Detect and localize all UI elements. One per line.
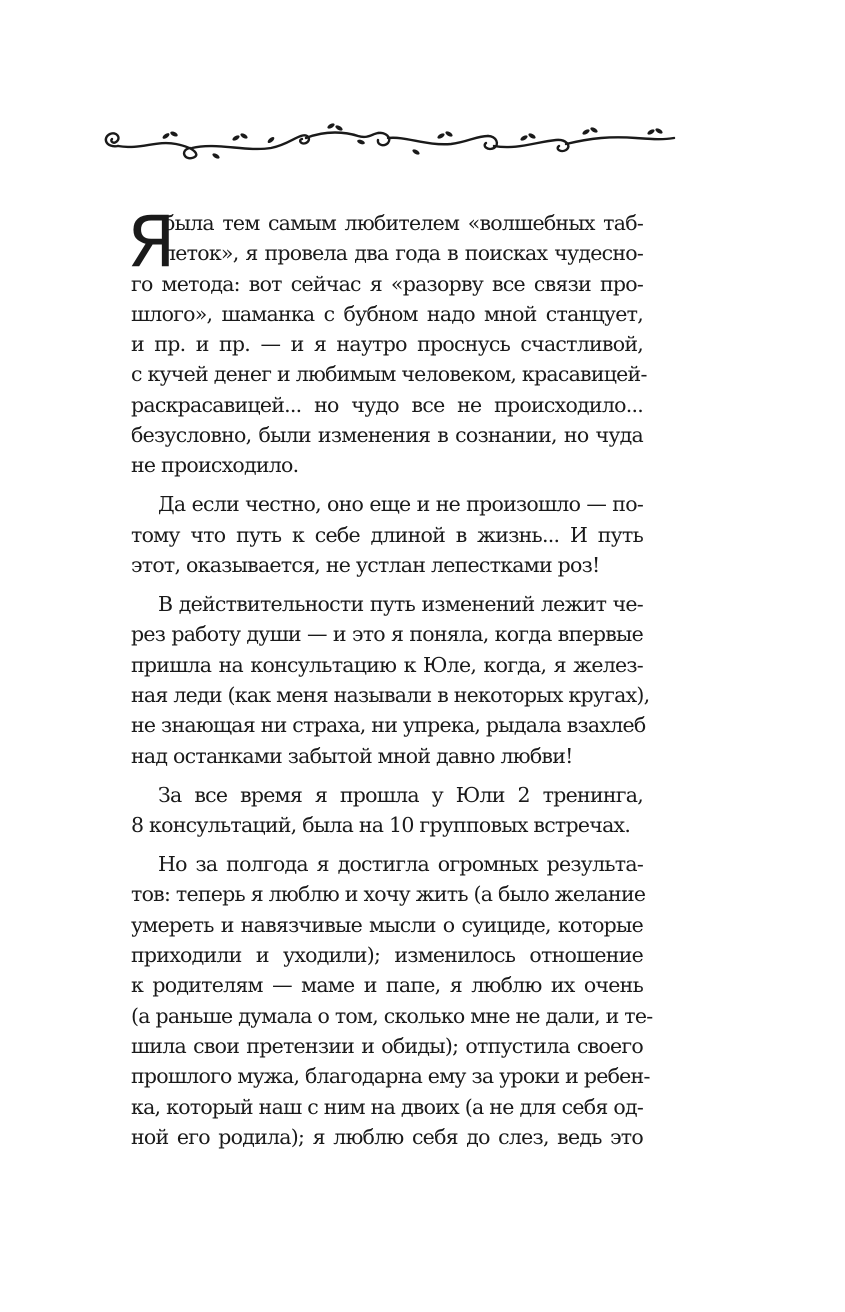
- vine-ornament-icon: [96, 118, 676, 166]
- text-line: была тем самым любителем «волшебных таб-: [163, 211, 643, 235]
- text-line: ная леди (как меня называли в некоторых кругах),: [131, 683, 650, 708]
- paragraph: [131, 208, 647, 481]
- text-line: умереть и навязчивые мысли о суициде, которые: [131, 912, 643, 937]
- text-line: с кучей денег и любимым человеком, красавицей-: [131, 362, 647, 387]
- text-line: прошлого мужа, благодарна ему за уроки и ребен-: [131, 1064, 650, 1089]
- text-line: леток», я провела два года в поисках чудесно-: [163, 241, 643, 266]
- text-line: приходили и уходили); изменилось отношение: [131, 943, 643, 968]
- text-line: (а раньше думала о том, сколько мне не дали, и те-: [131, 1003, 653, 1028]
- paragraph: [131, 780, 643, 841]
- text-line: над останками забытой мной давно любви!: [131, 743, 573, 768]
- text-line: раскрасавицей... но чудо все не происходило...: [131, 392, 643, 417]
- text-line: шлого», шаманка с бубном надо мной станцует,: [131, 301, 643, 326]
- text-line: не происходило.: [131, 453, 299, 478]
- decorative-vine-ornament: [96, 118, 676, 166]
- text-line: шила свои претензии и обиды); отпустила своего: [131, 1033, 643, 1058]
- drop-cap: Я: [127, 201, 176, 283]
- paragraph: [131, 489, 643, 580]
- text-line: В действительности путь изменений лежит че-: [158, 592, 643, 617]
- text-line: рез работу души — и это я поняла, когда впервые: [131, 622, 643, 647]
- text-line: 8 консультаций, была на 10 групповых встречах.: [131, 813, 631, 838]
- text-line: го метода: вот сейчас я «разорву все связи про-: [131, 271, 643, 296]
- paragraph: [131, 849, 653, 1152]
- text-line: не знающая ни страха, ни упрека, рыдала взахлеб: [131, 713, 646, 738]
- text-line: Но за полгода я достигла огромных результа-: [158, 852, 643, 877]
- text-line: ка, который наш с ним на двоих (а не для себя од-: [131, 1094, 643, 1119]
- text-line: тому что путь к себе длиной в жизнь... И путь: [131, 522, 643, 547]
- text-line: и пр. и пр. — и я наутро проснусь счастливой,: [131, 332, 643, 357]
- paragraph: [131, 589, 650, 771]
- text-line: Да если честно, оно еще и не произошло — по-: [158, 492, 643, 517]
- body-text: [127, 201, 653, 1152]
- text-line: безусловно, были изменения в сознании, но чуда: [131, 423, 643, 448]
- text-line: За все время я прошла у Юли 2 тренинга,: [158, 782, 643, 807]
- text-line: к родителям — маме и папе, я люблю их очень: [131, 973, 643, 998]
- text-line: ной его родила); я люблю себя до слез, ведь это: [131, 1124, 643, 1149]
- text-line: этот, оказывается, не устлан лепестками роз!: [131, 553, 600, 578]
- text-line: пришла на консультацию к Юле, когда, я желез-: [131, 652, 643, 677]
- text-line: тов: теперь я люблю и хочу жить (а было желание: [131, 882, 646, 907]
